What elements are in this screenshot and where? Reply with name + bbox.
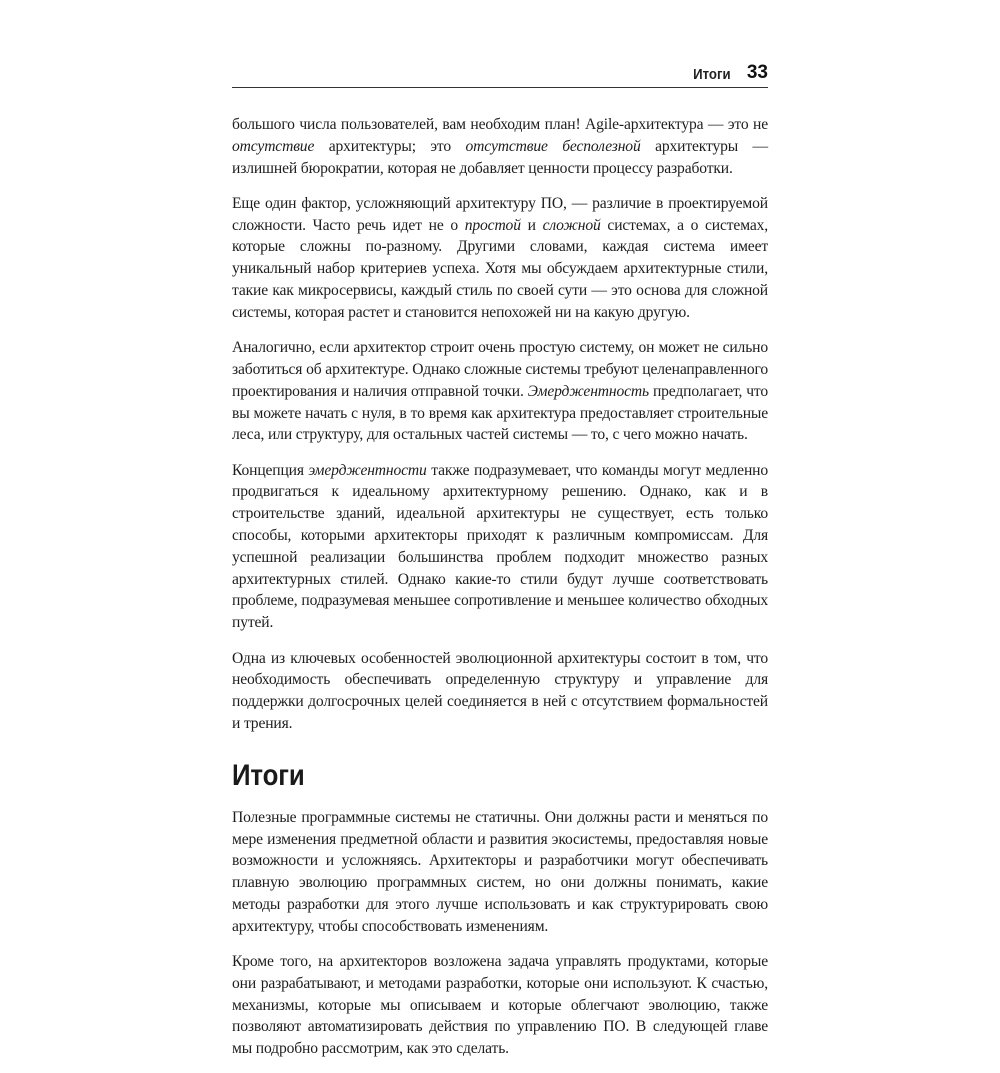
text-run: Аналогично, если архитектор строит очень простую систему, он может не сильно заботиться об архитектуре. Однако сложные системы требуют целенаправленного проектирования и наличия отправной точки.: [232, 339, 768, 400]
italic-text: эмерджентности: [308, 461, 427, 479]
paragraph: [232, 337, 768, 446]
text-run: системах, а о системах, которые сложны по-разному. Другими словами, каждая система имеет уникальный набор критериев успеха. Хотя мы обсуждаем архитектурные стили, такие как микросервисы, каждый стиль по своей сути — это основа для сложной системы, которая растет и становится непохожей ни на какую другую.: [232, 216, 768, 321]
paragraph: [232, 807, 768, 938]
page-body: [232, 114, 768, 1073]
text-run: архитектуры; это: [314, 137, 466, 155]
section-heading: Итоги: [232, 758, 305, 792]
paragraphs-before: [232, 114, 768, 735]
page-number: 33: [746, 62, 768, 83]
italic-text: простой: [464, 216, 521, 234]
running-title: Итоги: [693, 65, 731, 83]
text-run: Еще один фактор, усложняющий архитектуру ПО, — различие в проектируемой сложности. Часто речь идет не о: [232, 194, 768, 234]
text-run: и: [520, 216, 543, 234]
italic-text: Эмерджентность: [527, 382, 649, 400]
running-header: [232, 61, 768, 88]
text-run: Концепция: [232, 461, 309, 479]
paragraph: [232, 193, 768, 324]
paragraph: [232, 460, 768, 634]
italic-text: сложной: [542, 216, 601, 234]
paragraph: [232, 114, 768, 179]
italic-text: отсутствие: [232, 137, 315, 155]
section-paragraphs: [232, 807, 768, 1060]
text-run: Кроме того, на архитекторов возложена задача управлять продуктами, которые они разрабатывают, и методами разработки, которые они используют. К счастью, механизмы, которые мы описываем и которые облегчают эволюцию, также позволяют автоматизировать действия по управлению ПО. В следующей главе мы подробно рассмотрим, как это сделать.: [232, 953, 768, 1058]
paragraph: [232, 648, 768, 735]
text-run: большого числа пользователей, вам необходим план! Agile-архитектура — это не: [232, 116, 768, 133]
text-run: также подразумевает, что команды могут медленно продвигаться к идеальному архитектурному решению. Однако, как и в строительстве зданий, идеальной архитектуры не существует, есть только способы, которыми архитекторы приходят к различным компромиссам. Для успешной реализации большинства проблем подходит множество разных архитектурных стилей. Однако какие-то стили будут лучше соответствовать проблеме, подразумевая меньшее сопротивление и меньшее количество обходных путей.: [232, 461, 768, 632]
italic-text: отсутствие бесполезной: [465, 137, 641, 155]
text-run: Полезные программные системы не статичны. Они должны расти и меняться по мере изменения предметной области и развития экосистемы, предоставляя новые возможности и усложняясь. Архитекторы и разработчики могут обеспечивать плавную эволюцию программных систем, но они должны понимать, какие методы разработки для этого лучше использовать и как структурировать свою архитектуру, чтобы способствовать изменениям.: [232, 808, 768, 935]
text-run: архитектуры — излишней бюрократии, которая не добавляет ценности процессу разработки.: [232, 137, 769, 177]
text-run: предполагает, что вы можете начать с нуля, в то время как архитектура предоставляет строительные леса, или структуру, для остальных частей системы — то, с чего можно начать.: [232, 382, 768, 444]
paragraph: [232, 951, 768, 1060]
text-run: Одна из ключевых особенностей эволюционной архитектуры состоит в том, что необходимость обеспечивать определенную структуру и управление для поддержки долгосрочных целей соединяется в ней с отсутствием формальностей и трения.: [232, 649, 768, 732]
